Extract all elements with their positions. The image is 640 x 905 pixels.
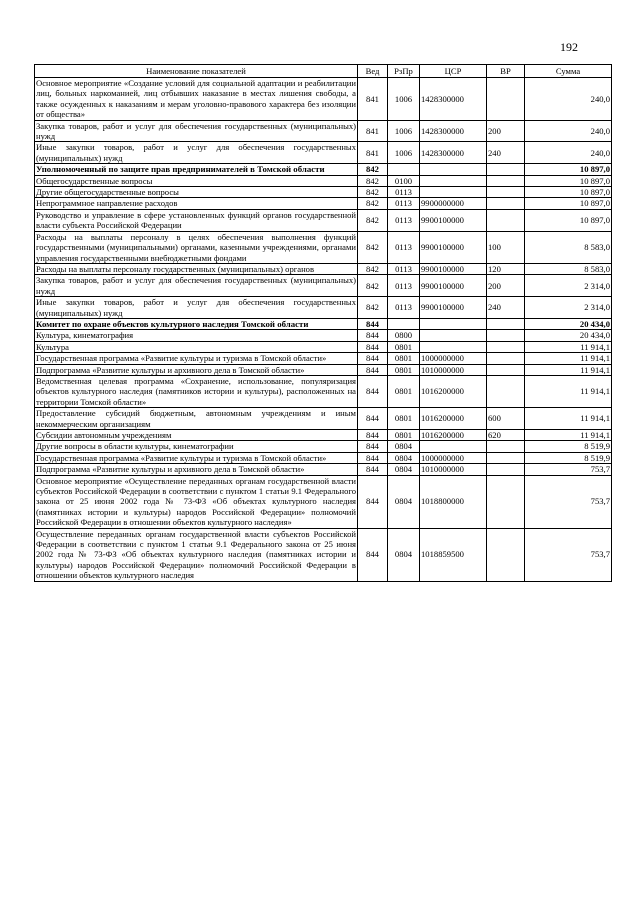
cell-rzpr: 1006 — [388, 142, 420, 164]
cell-name: Закупка товаров, работ и услуг для обеспечения государственных (муниципальных) нужд — [36, 275, 356, 296]
table-row — [35, 120, 612, 142]
table-row — [35, 330, 612, 341]
cell-csr — [420, 441, 487, 452]
cell-csr: 9900100000 — [420, 275, 487, 297]
cell-rzpr — [388, 164, 420, 175]
cell-vr — [487, 452, 525, 463]
cell-sum: 20 434,0 — [525, 318, 612, 329]
table-body — [35, 78, 612, 582]
cell-vr — [487, 78, 525, 121]
cell-ved: 841 — [358, 120, 388, 142]
cell-vr — [487, 528, 525, 581]
table-row — [35, 263, 612, 274]
cell-rzpr: 1006 — [388, 78, 420, 121]
cell-vr — [487, 164, 525, 175]
cell-ved: 844 — [358, 330, 388, 341]
cell-sum: 20 434,0 — [525, 330, 612, 341]
cell-rzpr: 0804 — [388, 452, 420, 463]
cell-sum: 2 314,0 — [525, 297, 612, 319]
cell-rzpr: 0113 — [388, 209, 420, 231]
cell-name: Непрограммное направление расходов — [35, 198, 358, 209]
cell-ved: 844 — [358, 364, 388, 375]
cell-csr: 9900100000 — [420, 209, 487, 231]
cell-ved: 844 — [358, 430, 388, 441]
cell-csr: 9900100000 — [420, 231, 487, 263]
cell-ved: 842 — [358, 231, 388, 263]
cell-name: Комитет по охране объектов культурного наследия Томской области — [35, 318, 358, 329]
cell-ved: 842 — [358, 198, 388, 209]
cell-csr: 1428300000 — [420, 120, 487, 142]
cell-sum: 2 314,0 — [525, 275, 612, 297]
cell-name: Иные закупки товаров, работ и услуг для обеспечения государственных (муниципальных) нужд — [36, 297, 356, 318]
cell-rzpr: 0801 — [388, 408, 420, 430]
cell-sum: 8 583,0 — [525, 231, 612, 263]
cell-ved: 844 — [358, 353, 388, 364]
cell-csr: 1016200000 — [420, 430, 487, 441]
cell-ved: 842 — [358, 297, 388, 319]
header-csr: ЦСР — [420, 65, 487, 78]
cell-vr: 120 — [487, 263, 525, 274]
header-vr: ВР — [487, 65, 525, 78]
cell-sum: 11 914,1 — [525, 364, 612, 375]
cell-vr: 100 — [487, 231, 525, 263]
header-ved: Вед — [358, 65, 388, 78]
cell-rzpr: 0113 — [388, 187, 420, 198]
cell-rzpr — [388, 318, 420, 329]
table-row — [35, 353, 612, 364]
table-row — [35, 464, 612, 475]
cell-vr — [487, 364, 525, 375]
cell-name: Ведомственная целевая программа «Сохранение, использование, популяризация объектов культурного наследия (памятников истории и культуры), расположенных на территории Томской области» — [36, 375, 356, 407]
cell-name: Другие общегосударственные вопросы — [35, 187, 358, 198]
cell-csr: 1010000000 — [420, 364, 487, 375]
cell-sum: 8 519,9 — [525, 452, 612, 463]
cell-ved: 844 — [358, 341, 388, 352]
cell-name: Культура, кинематография — [35, 330, 358, 341]
cell-ved: 842 — [358, 164, 388, 175]
cell-ved: 844 — [358, 475, 388, 528]
cell-csr: 1016200000 — [420, 375, 487, 407]
cell-sum: 240,0 — [525, 142, 612, 164]
cell-sum: 753,7 — [525, 475, 612, 528]
cell-csr: 1428300000 — [420, 78, 487, 121]
table-row — [35, 318, 612, 329]
table-row — [35, 175, 612, 186]
cell-vr — [487, 198, 525, 209]
cell-name: Уполномоченный по защите прав предпринимателей в Томской области — [35, 164, 358, 175]
cell-csr: 9900100000 — [420, 263, 487, 274]
cell-name: Закупка товаров, работ и услуг для обеспечения государственных (муниципальных) нужд — [36, 120, 356, 142]
cell-sum: 753,7 — [525, 464, 612, 475]
cell-name: Основное мероприятие «Создание условий для социальной адаптации и реабилитации лиц, больных наркоманией, лиц отбывших наказание в местах лишения свободы, а также осужденных к наказаниям и мерам уголовно-правового характера без изоляции от общества» — [36, 78, 356, 120]
cell-sum: 10 897,0 — [525, 164, 612, 175]
cell-vr — [487, 464, 525, 475]
cell-ved: 844 — [358, 441, 388, 452]
cell-name: Расходы на выплаты персоналу в целях обеспечения выполнения функций государственными (муниципальными) органами, казенными учреждениями, органами управления государственными внебюджетными фондами — [36, 231, 356, 263]
table-row — [35, 408, 612, 430]
cell-vr — [487, 353, 525, 364]
cell-name: Общегосударственные вопросы — [35, 175, 358, 186]
cell-sum: 10 897,0 — [525, 209, 612, 231]
cell-ved: 842 — [358, 175, 388, 186]
cell-name: Государственная программа «Развитие культуры и туризма в Томской области» — [35, 452, 358, 463]
cell-vr: 240 — [487, 142, 525, 164]
cell-sum: 8 583,0 — [525, 263, 612, 274]
cell-vr — [487, 441, 525, 452]
cell-rzpr: 0113 — [388, 198, 420, 209]
cell-csr: 1000000000 — [420, 452, 487, 463]
cell-sum: 240,0 — [525, 120, 612, 142]
cell-sum: 11 914,1 — [525, 408, 612, 430]
cell-rzpr: 0804 — [388, 441, 420, 452]
table-row — [35, 297, 612, 319]
cell-rzpr: 0804 — [388, 528, 420, 581]
cell-rzpr: 1006 — [388, 120, 420, 142]
cell-rzpr: 0113 — [388, 231, 420, 263]
cell-vr: 200 — [487, 275, 525, 297]
cell-csr — [420, 318, 487, 329]
cell-name: Руководство и управление в сфере установленных функций органов государственной власти субъекта Российской Федерации — [36, 209, 356, 231]
cell-vr — [487, 187, 525, 198]
table-row — [35, 341, 612, 352]
cell-sum: 11 914,1 — [525, 341, 612, 352]
cell-sum: 240,0 — [525, 78, 612, 121]
cell-vr: 620 — [487, 430, 525, 441]
cell-sum: 11 914,1 — [525, 375, 612, 407]
budget-table — [34, 64, 612, 582]
table-row — [35, 275, 612, 297]
cell-name: Подпрограмма «Развитие культуры и архивного дела в Томской области» — [35, 464, 358, 475]
cell-csr — [420, 341, 487, 352]
table-row — [35, 164, 612, 175]
table-row — [35, 430, 612, 441]
cell-name: Иные закупки товаров, работ и услуг для обеспечения государственных (муниципальных) нужд — [36, 142, 356, 163]
cell-rzpr: 0801 — [388, 375, 420, 407]
cell-name: Осуществление переданных органам государственной власти субъектов Российской Федерации в соответствии с пунктом 1 статьи 9.1 Федерального закона от 25 июня 2002 года № 73-ФЗ «Об объектах культурного наследия (памятниках истории и культуры) народов Российской Федерации» полномочий Российской Федерации в отношении объектов культурного наследия — [36, 528, 356, 581]
table-row — [35, 209, 612, 231]
page-number: 192 — [560, 40, 578, 54]
table-row — [35, 231, 612, 263]
cell-ved: 844 — [358, 408, 388, 430]
cell-ved: 844 — [358, 318, 388, 329]
table-row — [35, 187, 612, 198]
cell-vr: 600 — [487, 408, 525, 430]
cell-name: Субсидии автономным учреждениям — [35, 430, 358, 441]
table-row — [35, 198, 612, 209]
cell-vr — [487, 375, 525, 407]
cell-rzpr: 0801 — [388, 430, 420, 441]
cell-csr: 1428300000 — [420, 142, 487, 164]
cell-rzpr: 0804 — [388, 464, 420, 475]
cell-csr: 9900100000 — [420, 297, 487, 319]
header-rzpr: РзПр — [388, 65, 420, 78]
cell-vr: 240 — [487, 297, 525, 319]
cell-ved: 842 — [358, 275, 388, 297]
cell-rzpr: 0113 — [388, 263, 420, 274]
cell-csr: 1018800000 — [420, 475, 487, 528]
cell-vr — [487, 341, 525, 352]
table-row — [35, 142, 612, 164]
cell-csr — [420, 164, 487, 175]
table-row — [35, 475, 612, 528]
cell-sum: 753,7 — [525, 528, 612, 581]
cell-csr: 1018859500 — [420, 528, 487, 581]
cell-vr: 200 — [487, 120, 525, 142]
cell-vr — [487, 318, 525, 329]
cell-csr — [420, 175, 487, 186]
cell-sum: 10 897,0 — [525, 198, 612, 209]
cell-sum: 10 897,0 — [525, 175, 612, 186]
cell-rzpr: 0801 — [388, 364, 420, 375]
cell-ved: 841 — [358, 78, 388, 121]
table-row — [35, 364, 612, 375]
table-header-row — [35, 65, 612, 78]
cell-sum: 11 914,1 — [525, 353, 612, 364]
cell-ved: 842 — [358, 209, 388, 231]
cell-ved: 842 — [358, 263, 388, 274]
cell-rzpr: 0801 — [388, 341, 420, 352]
cell-ved: 842 — [358, 187, 388, 198]
cell-vr — [487, 175, 525, 186]
cell-csr: 1016200000 — [420, 408, 487, 430]
table-row — [35, 528, 612, 581]
cell-csr: 1010000000 — [420, 464, 487, 475]
cell-rzpr: 0113 — [388, 275, 420, 297]
cell-sum: 11 914,1 — [525, 430, 612, 441]
cell-vr — [487, 209, 525, 231]
cell-name: Другие вопросы в области культуры, кинематографии — [35, 441, 358, 452]
cell-ved: 844 — [358, 464, 388, 475]
cell-ved: 841 — [358, 142, 388, 164]
cell-name: Подпрограмма «Развитие культуры и архивного дела в Томской области» — [35, 364, 358, 375]
table-row — [35, 78, 612, 121]
cell-rzpr: 0100 — [388, 175, 420, 186]
cell-csr — [420, 187, 487, 198]
cell-name: Предоставление субсидий бюджетным, автономным учреждениям и иным некоммерческим организациям — [36, 408, 356, 429]
cell-rzpr: 0804 — [388, 475, 420, 528]
cell-csr — [420, 330, 487, 341]
cell-rzpr: 0801 — [388, 353, 420, 364]
cell-csr: 1000000000 — [420, 353, 487, 364]
cell-sum: 10 897,0 — [525, 187, 612, 198]
cell-ved: 844 — [358, 375, 388, 407]
cell-name: Государственная программа «Развитие культуры и туризма в Томской области» — [35, 353, 358, 364]
table-row — [35, 375, 612, 407]
cell-ved: 844 — [358, 528, 388, 581]
cell-csr: 9900000000 — [420, 198, 487, 209]
cell-name: Расходы на выплаты персоналу государственных (муниципальных) органов — [35, 263, 358, 274]
cell-vr — [487, 330, 525, 341]
cell-rzpr: 0113 — [388, 297, 420, 319]
cell-name: Основное мероприятие «Осуществление переданных органам государственной власти субъектов Российской Федерации в соответствии с пунктом 1 статьи 9.1 Федерального закона от 25 июня 2002 года № 73-ФЗ «Об объектах культурного наследия (памятниках истории и культуры) народов Российской Федерации» полномочий Российской Федерации в отношении объектов культурного наследия» — [36, 475, 356, 528]
header-name: Наименование показателей — [35, 65, 358, 78]
cell-name: Культура — [35, 341, 358, 352]
cell-sum: 8 519,9 — [525, 441, 612, 452]
cell-vr — [487, 475, 525, 528]
header-sum: Сумма — [525, 65, 612, 78]
table-row — [35, 452, 612, 463]
cell-rzpr: 0800 — [388, 330, 420, 341]
table-row — [35, 441, 612, 452]
cell-ved: 844 — [358, 452, 388, 463]
